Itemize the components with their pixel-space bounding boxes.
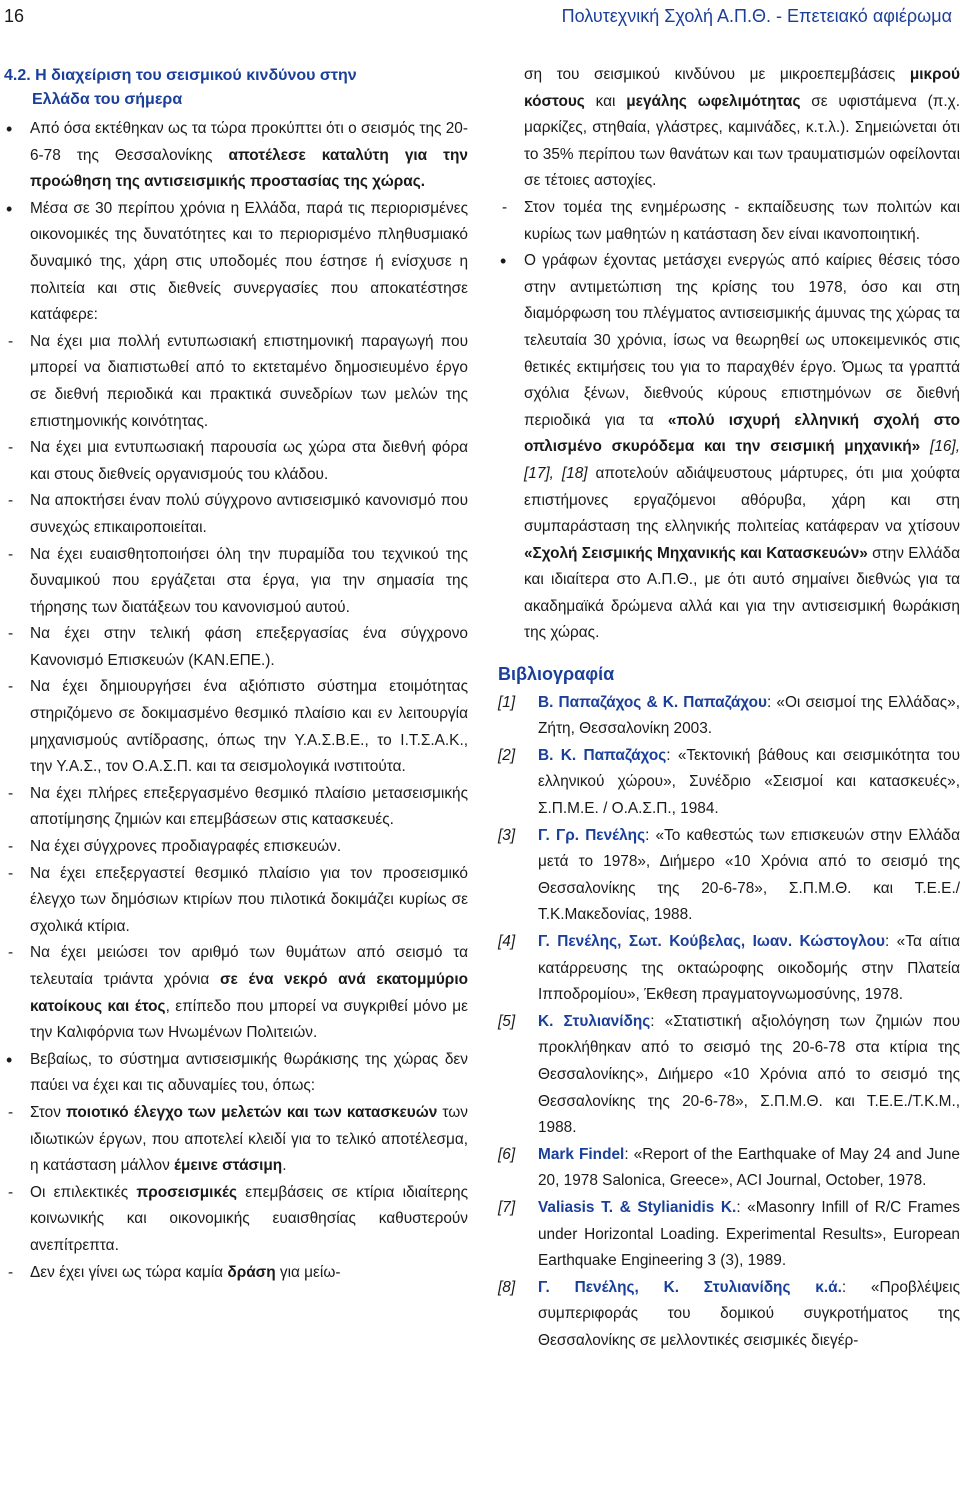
reference-item [498, 743, 960, 823]
reference-author: Γ. Πενέλης, Σωτ. Κούβελας, Ιωαν. Κώστογλου [538, 933, 885, 950]
bullet-paragraph-2: • Μέσα σε 30 περίπου χρόνια η Ελλάδα, παρά τις περιορισμένες οικονομικές της δυνατότητες και το περιορισμένο πληθυσμιακό δυναμικό της, χάρη στις υποδομές που έστησε ή ενίσχυσε η πολιτεία και στις διεθνείς συνεργασίες που αποκατέστησε κατάφερε: [4, 196, 468, 329]
reference-author: Valiasis T. & Stylianidis K. [538, 1198, 737, 1216]
reference-item [498, 1142, 960, 1195]
reference-number: [8] [498, 1278, 516, 1296]
citations: [16], [17], [18] [524, 438, 960, 482]
reference-author: Mark Findel [538, 1145, 625, 1163]
reference-text: : «Τεκτονική βάθους και σεισμικότητα του ελληνικού χώρου», Συνέδριο «Σεισμοί και κατασκευές», Σ.Π.Μ.Ε. / Ο.Α.Σ.Π., 1984. [538, 746, 960, 818]
emphasis-catalyst: αποτέλεσε καταλύτη για την προώθηση της αντισεισμικής προστασίας της χώρας. [30, 146, 468, 191]
weakness-item-3-continued: ση του σεισμικού κινδύνου με μικροεπεμβάσεις μικρού κόστους και μεγάλης ωφελιμότητας σε υφιστάμενα (π.χ. μαρκίζες, στηθαία, γλάστρες, καμινάδες, κ.τ.λ.). Σημειώνεται ότι το 35% περίπου των θανάτων και των τραυματισμών οφείλονται σε τέτοιες αστοχίες. [524, 66, 960, 190]
section-heading-line-2: Ελλάδα του σήμερα [32, 91, 183, 108]
reference-list [498, 690, 960, 1355]
dash-item-9: - Να έχει επεξεργαστεί θεσμικό πλαίσιο για τον προσεισμικό έλεγχο των δημόσιων κτιρίων που πιλοτικά δοκιμάζει κυρίως σε σχολικά κτίρια. [4, 861, 468, 941]
reference-author: Γ. Γρ. Πενέλης [538, 826, 646, 844]
running-title: Πολυτεχνική Σχολή Α.Π.Θ. - Επετειακό αφιέρωμα [561, 6, 952, 26]
page-header [0, 0, 960, 36]
dash-item-10: - Να έχει μειώσει τον αριθμό των θυμάτων από σεισμό τα τελευταία τριάντα χρόνια σε ένα νεκρό ανά εκατομμύριο κατοίκους και έτος, επίπεδο που μπορεί να συγκριθεί μόνο με την Καλιφόρνια των Ηνωμένων Πολιτειών. [4, 940, 468, 1046]
reference-text: : «Report of the Earthquake of May 24 and June 20, 1978 Salonica, Greece», ACI Journal, October, 1978. [538, 1145, 960, 1190]
dash-item-1: - Να έχει μια πολλή εντυπωσιακή επιστημονική παραγωγή που μπορεί να διαπιστωθεί από το εκτεταμένο δημοσιευμένο έργο σε διεθνή περιοδικά και πρακτικά συνεδρίων των μελών της επιστημονικής κοινότητας. [4, 329, 468, 435]
reference-number: [5] [498, 1012, 516, 1030]
reference-item [498, 823, 960, 929]
bullet-paragraph-1: • Από όσα εκτέθηκαν ως τα τώρα προκύπτει ότι ο σεισμός της 20-6-78 της Θεσσαλονίκης αποτέλεσε καταλύτη για την προώθηση της αντισεισμικής προστασίας της χώρας. [4, 116, 468, 196]
section-heading [4, 64, 468, 112]
reference-author: Γ. Πενέλης, Κ. Στυλιανίδης κ.ά. [538, 1278, 842, 1296]
dash-item-4: - Να έχει ευαισθητοποιήσει όλη την πυραμίδα του τεχνικού της δυναμικού που εργάζεται στα έργα, για την σημασία της τήρησης των διατάξεων του κανονισμού αυτού. [4, 542, 468, 622]
dash-item-2: - Να έχει μια εντυπωσιακή παρουσία ως χώρα στα διεθνή φόρα και στους διεθνείς οργανισμούς του κλάδου. [4, 435, 468, 488]
reference-number: [6] [498, 1145, 516, 1163]
dash-item-6: - Να έχει δημιουργήσει ένα αξιόπιστο σύστημα ετοιμότητας στηριζόμενο σε δοκιμασμένο θεσμικό πλαίσιο και εν λειτουργία μηχανισμούς αντίδρασης, όπως την Υ.Α.Σ.Β.Ε., το Ι.Τ.Σ.Α.Κ., την Υ.Α.Σ., τον Ο.Α.Σ.Π. και τα σεισμολογικά ινστιτούτα. [4, 674, 468, 780]
weakness-item-1: - Στον ποιοτικό έλεγχο των μελετών και των κατασκευών των ιδιωτικών έργων, που αποτελεί κλειδί για το τελικό αποτέλεσμα, η κατάσταση μάλλον έμεινε στάσιμη. [4, 1100, 468, 1180]
reference-text: : «Τα αίτια κατάρρευσης της οκταώροφης οικοδομής στην Πλατεία Ιπποδρομίου», Έκθεση πραγματογνωμοσύνης, 1978. [538, 933, 960, 1004]
dash-item-8: - Να έχει σύγχρονες προδιαγραφές επισκευών. [4, 834, 468, 861]
weakness-item-2: - Οι επιλεκτικές προσεισμικές επεμβάσεις σε κτίρια ιδιαίτερης κοινωνικής και οικονομικής ευαισθησίας καθυστερούν ανεπίτρεπτα. [4, 1180, 468, 1260]
dash-item-7: - Να έχει πλήρες επεξεργασμένο θεσμικό πλαίσιο μετασεισμικής αποτίμησης ζημιών και επεμβάσεων στις κατασκευές. [4, 781, 468, 834]
reference-item [498, 690, 960, 743]
bibliography-heading: Βιβλιογραφία [498, 664, 615, 685]
reference-author: Β. Παπαζάχος & Κ. Παπαζάχου [538, 693, 767, 711]
reference-item [498, 1195, 960, 1275]
page-number: 16 [4, 6, 25, 26]
reference-number: [3] [498, 826, 516, 844]
bullet-paragraph-4: • Ο γράφων έχοντας μετάσχει ενεργώς από καίριες θέσεις τόσο στην αντιμετώπιση της κρίσης του 1978, όσο και στη διαμόρφωση του πλέγματος αντισεισμικής άμυνας της χώρας τα τελευταία 30 χρόνια, ίσως να θεωρηθεί ως υποκειμενικός στις θετικές εκτιμήσεις του για το παραχθέν έργο. Όμως τα γραπτά σχόλια ξένων, διεθνούς κύρους επιστημόνων σε διεθνή περιοδικά για τα «πολύ ισχυρή ελληνική σχολή στο οπλισμένο σκυρόδεμα και την σεισμική μηχανική» [16], [17], [18] αποτελούν αδιάψευστους μάρτυρες, ότι μια χούφτα επιστήμονες εργαζόμενοι αθόρυβα, χάρη και στη συμπαράσταση της ελληνικής πολιτείας κατάφεραν να χτίσουν «Σχολή Σεισμικής Μηχανικής και Κατασκευών» στην Ελλάδα και ιδιαίτερα στο Α.Π.Θ., με ότι αυτό σημαίνει διεθνώς για τα ακαδημαϊκά δρώμενα αλλά και για την αντισεισμική θωράκιση της χώρας. [498, 248, 960, 647]
reference-text: : «Προβλέψεις συμπεριφοράς του δομικού συγκροτήματος της Θεσσαλονίκης σε μελλοντικές σεισμικές διεγέρ- [538, 1278, 960, 1349]
reference-author: Κ. Στυλιανίδης [538, 1012, 651, 1030]
reference-number: [7] [498, 1198, 516, 1216]
left-column [4, 64, 468, 1286]
reference-number: [1] [498, 693, 516, 711]
reference-text: : «Στατιστική αξιολόγηση των ζημιών που προκλήθηκαν από το σεισμό της 20-6-78 στα κτίρια της Θεσσαλονίκης», Διήμερο «10 Χρόνια από το σεισμό της Θεσσαλονίκης της 20-6-78», Σ.Π.Μ.Θ. και Τ.Ε.Ε./Τ.Κ.Μ., 1988. [538, 1012, 960, 1137]
weakness-item-4: - Στον τομέα της ενημέρωσης - εκπαίδευσης των πολιτών και κυρίως των μαθητών η κατάσταση δεν είναι ικανοποιητική. [498, 195, 960, 248]
dash-item-3: - Να αποκτήσει έναν πολύ σύγχρονο αντισεισμικό κανονισμό που συνεχώς επικαιροποιείται. [4, 488, 468, 541]
reference-author: Β. Κ. Παπαζάχος [538, 746, 667, 764]
reference-item [498, 929, 960, 1009]
reference-text: : «Το καθεστώς των επισκευών στην Ελλάδα μετά το 1978», Διήμερο «10 Χρόνια από το σεισμό της Θεσσαλονίκης της 20-6-78», Σ.Π.Μ.Θ. και Τ.Ε.Ε./Τ.Κ.Μακεδονίας, 1988. [538, 826, 960, 924]
section-heading-line-1: 4.2. Η διαχείριση του σεισμικού κινδύνου στην [4, 67, 357, 84]
reference-text: : «Οι σεισμοί της Ελλάδας», Ζήτη, Θεσσαλονίκη 2003. [538, 693, 960, 738]
bullet-paragraph-3: • Βεβαίως, το σύστημα αντισεισμικής θωράκισης της χώρας δεν παύει να έχει και τις αδυναμίες του, όπως: [4, 1047, 468, 1100]
reference-item [498, 1009, 960, 1142]
weakness-item-3: - Δεν έχει γίνει ως τώρα καμία δράση για μείω- [4, 1260, 468, 1287]
reference-item [498, 1275, 960, 1355]
dash-item-5: - Να έχει στην τελική φάση επεξεργασίας ένα σύγχρονο Κανονισμό Επισκευών (ΚΑΝ.ΕΠΕ.). [4, 621, 468, 674]
right-column [498, 62, 960, 1355]
reference-text: : «Masonry Infill of R/C Frames under Horizontal Loading. Experimental Results», European Earthquake Engineering 3 (3), 1989. [538, 1198, 960, 1270]
reference-number: [2] [498, 746, 516, 764]
reference-number: [4] [498, 933, 516, 950]
